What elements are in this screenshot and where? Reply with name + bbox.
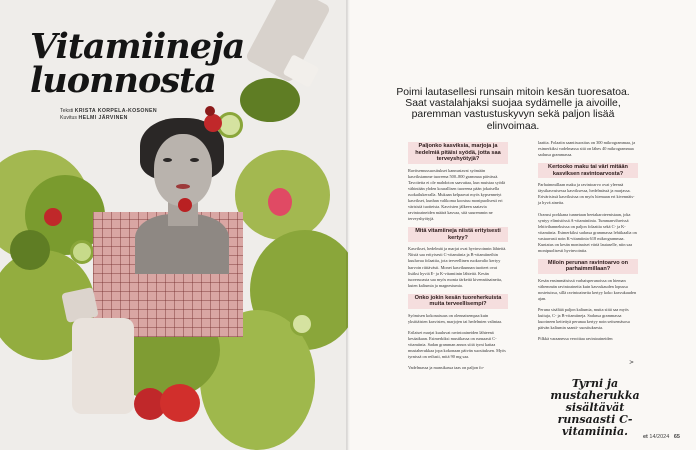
issue-number: 14/2024 [649, 434, 670, 440]
glass-jar [72, 318, 134, 414]
page-gutter [346, 0, 350, 450]
portrait-lips [176, 184, 190, 189]
body-paragraph: Syömisen kokonaisuus on olennaisempaa kuin yksittäisten kasvisten, marjojen tai hedelmien valintaa. [408, 312, 503, 324]
body-paragraph: Vadelmassa ja mansikassa taas on paljon fo- [408, 365, 485, 371]
body-paragraph: Erilaiset marjat kuuluvat ravintoaineiden lähteenä kesäaikaan. Esimerkiksi mustikassa on runsaasti C-vitamiinia. Sadan gramman annos siitä tyrni kattaa mustaherukkaa jopa kokonaan päivän suosituksen. Myös tyrnissä on reilusti, mitä 90 mg saa. [408, 330, 506, 360]
body-paragraph: Kasvikset, hedelmät ja marjat ovat hyvinvoinnin lähteitä. Niistä saa erityisesti C-vitamiinia ja B-vitamiineihin kuuluvaa folaattia, jota terveellinen ruokavalio kertyy harvoin riittävästi. Monet kasvikunnan tuotteet ovat lisäksi hyviä E- ja K-vitamiinin lähteitä. Kesän tuoreruoasta saa myös monia tärkeitä kivennäisaineita, kuten kaliumia ja magnesiumia. [408, 246, 507, 288]
radish [268, 188, 292, 216]
woman-portrait [154, 134, 212, 206]
text-column-right [538, 140, 638, 347]
body-paragraph: Pilkkä varaanessa veroittaa ravintoaineiden [538, 336, 613, 342]
currant-berry [205, 106, 215, 116]
pull-quote: Tyrni ja mustaherukka sisältävät runsaasti C-vitamiinia. [550, 377, 640, 438]
strawberry [204, 114, 222, 132]
body-paragraph: laattia. Folaatin saantisuositus on 300 mikrogrammaa, ja esimerkiksi vadelmassa sitä on lähes 40 mikrogrammaa sadassa grammassa. [538, 140, 636, 158]
cucumber-slice [70, 240, 94, 264]
question-heading: Kertooko maku tai väri mitään kasviksen ravintoarvosta? [538, 163, 638, 178]
author-name: KRISTA KORPELA-KOSONEN [74, 108, 158, 114]
illustration-credit-label: Kuvitus [60, 115, 78, 121]
body-paragraph: Peruna sisältää paljon kaliumia, mutta siitä saa myös kuituja, C- ja B-vitamiineja. Sadassa grammassa kuorineen keitettyä perunaa kertyy noin seitsemäsosa päivän kaliumin saanti- suosituksesta. [538, 307, 630, 331]
page-folio [643, 434, 680, 440]
question-heading: Mitä vitamiineja niistä erityisesti kertyy? [408, 227, 508, 242]
question-heading: Paljonko kasviksia, marjoja ja hedelmiä pitäisi syödä, jotta saa terveyshyötyjä? [408, 142, 508, 164]
right-page [348, 0, 696, 450]
page-number: 65 [673, 434, 680, 440]
title-line-1: Vitamiineja [30, 26, 245, 67]
portrait-eye [190, 158, 199, 162]
continue-arrow-icon: > [629, 359, 635, 366]
illustrator-name: HELMI JÄRVINEN [78, 115, 128, 121]
byline [60, 108, 157, 122]
lead-paragraph: Poimi lautasellesi runsain mitoin kesän tuoresatoa. Saat vastalahjaksi suojaa sydämelle ja aivoille, paremman vastustuskyvyn sekä paljon lisää elinvoimaa. [396, 87, 630, 132]
body-paragraph: Parhaimmillaan maku ja ravintoarvo ovat yleensä täysikasvuisessa kasviksessa, hedelmässä ja marjassa. Erivärisissä kasviksissa on myös hiemaan eri kivennäis- ja hyvä aineita. [538, 182, 635, 206]
body-paragraph: Oranssi porkkana tunnetaan beetakaroteenistaan, joka syntyy elimistössä A-vitaminiinia. Tummanvihreissä lehtivihanneksissa on paljon folaattia sekä C- ja K-vitamiinia. Esimerkiksi sadassa grammassa lehtikaalia on vastaavasti noin K-vitamiinia 618 mikrogrammaa. Kuntatus on kesän moninaiset väriä lautaselle, niin saa monipuolisesti hyvinvointia. [538, 211, 637, 253]
tomato [160, 384, 200, 422]
body-paragraph: Kesän ensimmäisissä varhaisperunoissa on hieman vähemmän ravintoaineita kuin kasvukauden lopussa nostetuissa, sillä ravintoaineita kertyy koko kasvukauden ajan. [538, 278, 637, 302]
body-paragraph: Ravitsemussuositukset kannustavat syömään kasviksiamme tuoreena 500–800 grammaa päivässä. Tavoitetta ei ole mahdoton saavuttaa, kun muistaa syödä vähintään yhden kourallisen tuoreena pään jokaisella ruokailukerralla. Mukaan kelpaavat myös kypsennetyt kasvikset, kunhan valikoma koostuu monipuolisesti eri värisistä tuotteista. Kasvisten jälkeen saatavia ravintoaineiden määrä kasvaa, sitä suuremmin ne terveyshyötyjä. [408, 167, 506, 222]
portrait-eye [163, 158, 172, 162]
article-title [30, 26, 245, 101]
currant-berry [178, 198, 192, 212]
text-column-left [408, 140, 508, 376]
question-heading: Miloin perunan ravintoarvo on parhaimmillaan? [538, 259, 638, 274]
broccoli-floret [10, 230, 50, 270]
broccoli-floret [240, 78, 300, 122]
text-credit-label: Teksti [60, 108, 74, 114]
question-heading: Onko jokin kesän tuoreherkuista muita terveellisempi? [408, 294, 508, 309]
magazine-logo: et [642, 434, 648, 440]
strawberry [44, 208, 62, 226]
title-line-2: luonnosta [30, 60, 216, 101]
cucumber-slice [290, 312, 314, 336]
